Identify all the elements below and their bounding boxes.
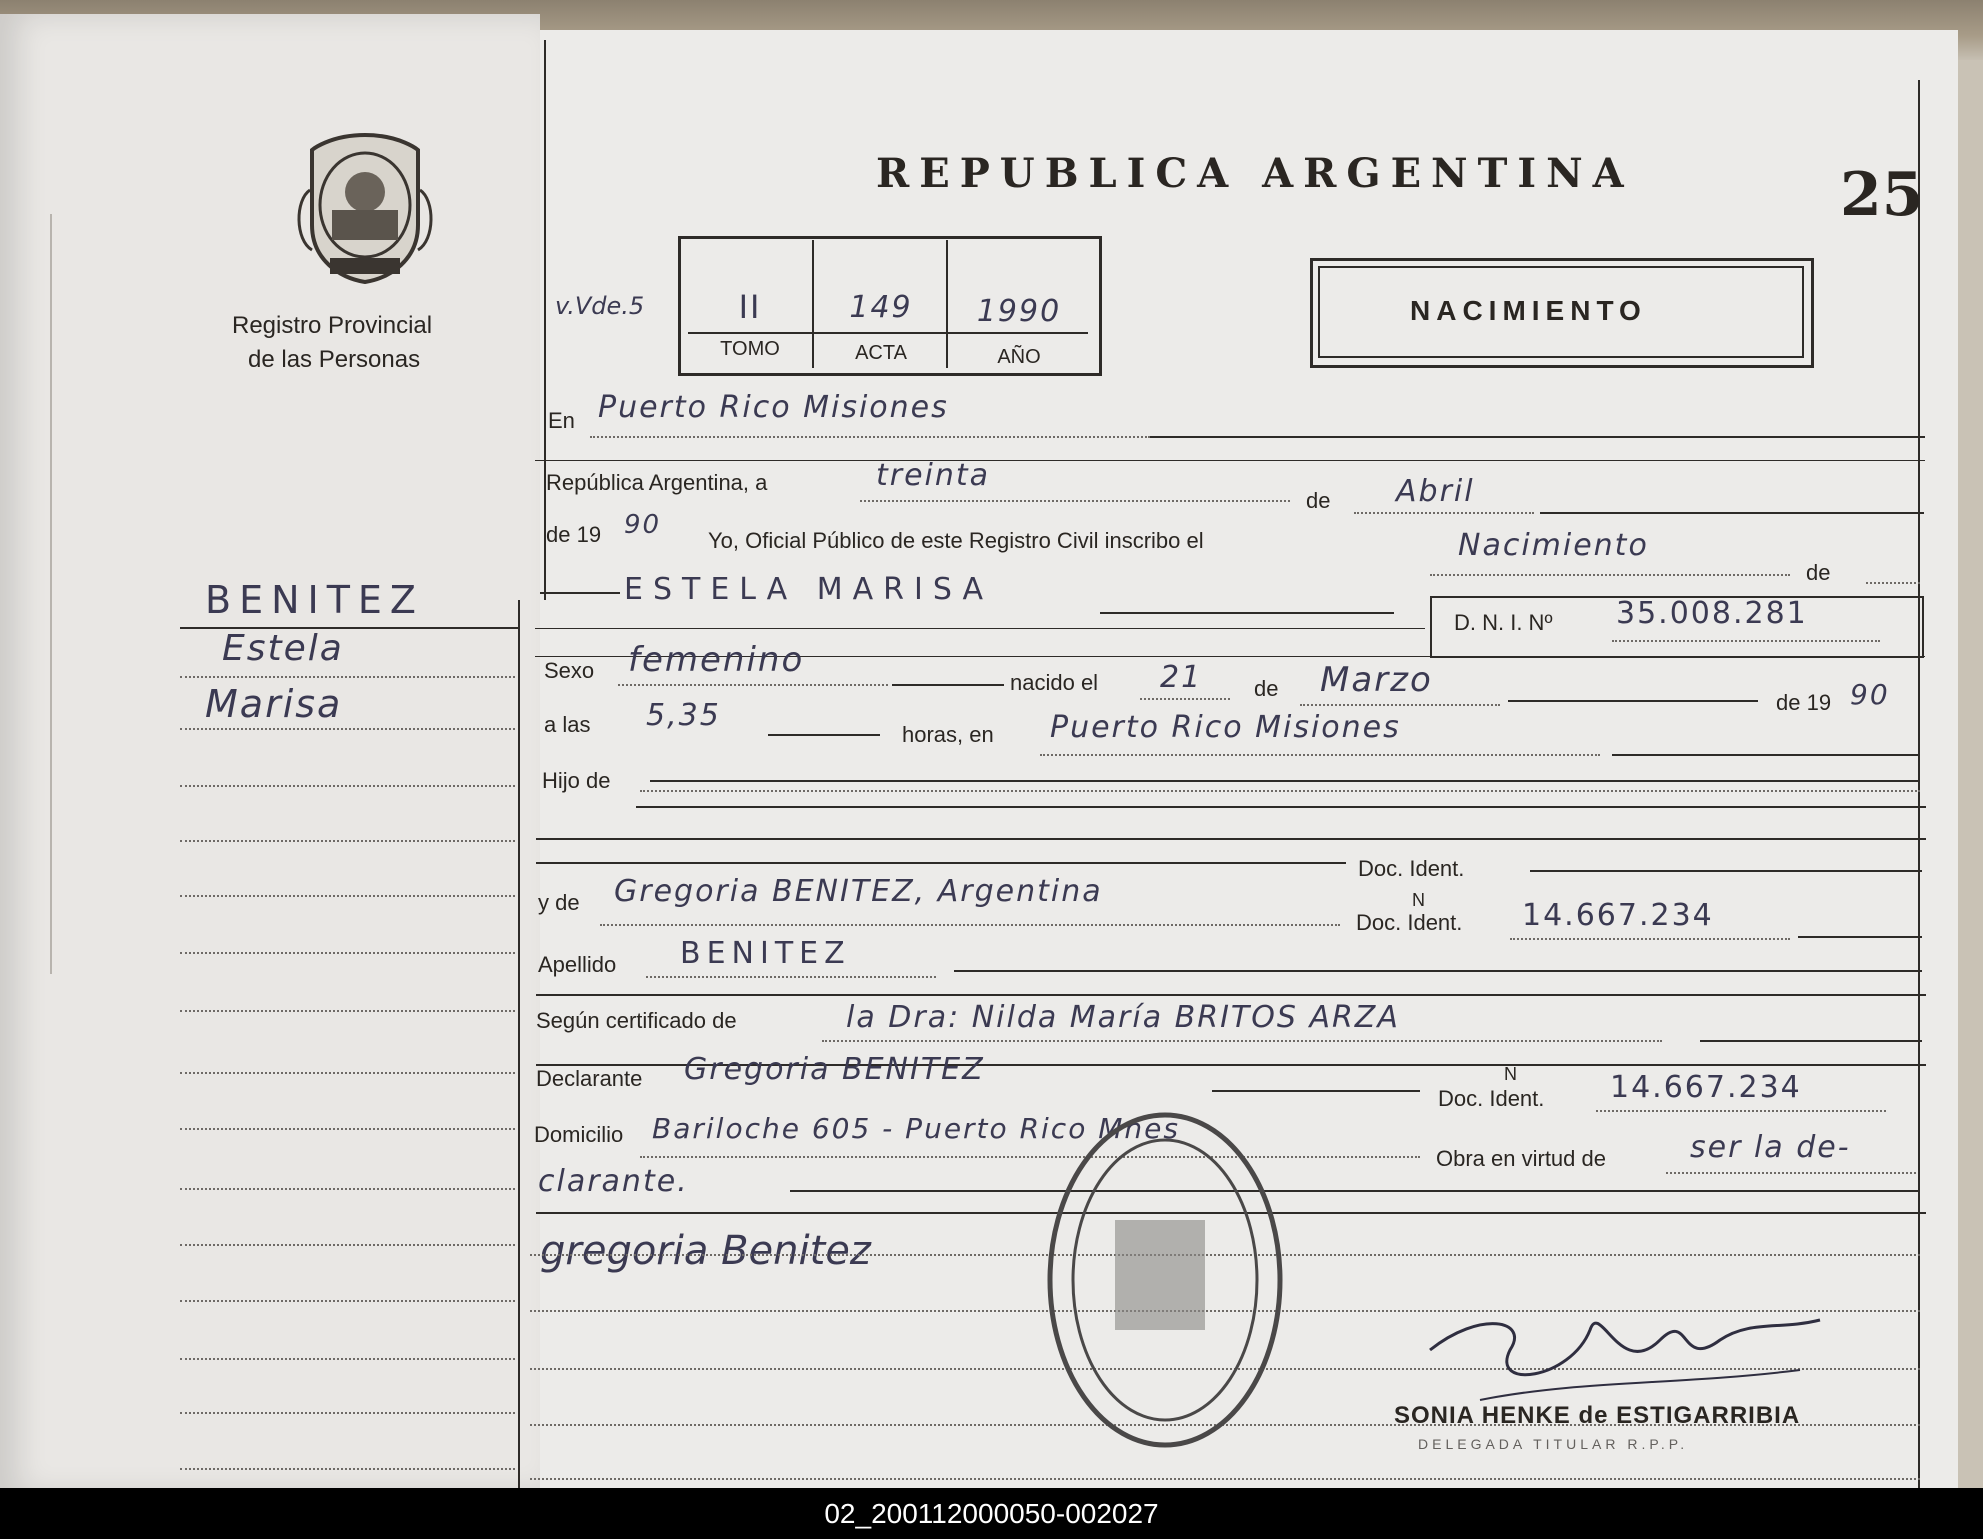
ano-label: AÑO [997, 346, 1041, 368]
declarante-rule [1212, 1090, 1420, 1092]
obra-cont-rule [790, 1190, 1920, 1192]
child-name: ESTELA MARISA [624, 572, 993, 607]
de-end-label: de [1806, 560, 1831, 585]
mother-doc-rule [1798, 936, 1922, 938]
day-dots [860, 500, 1290, 502]
doc-ident-label-2: Doc. Ident. [1356, 910, 1463, 935]
birth-month-rule [1508, 700, 1758, 702]
apellido-rule [954, 970, 1922, 972]
en-label: En [548, 408, 575, 433]
horas-label: horas, en [902, 722, 994, 747]
official-title: DELEGADA TITULAR R.P.P. [1418, 1436, 1689, 1452]
column-divider-top [544, 40, 546, 600]
inscribo-value: Nacimiento [1458, 528, 1649, 563]
en-rule [1150, 436, 1925, 438]
year-suffix: 90 [624, 510, 662, 540]
birth-place: Puerto Rico Misiones [1050, 710, 1401, 745]
hora-value: 5,35 [646, 698, 721, 733]
domicilio-value: Bariloche 605 - Puerto Rico Mnes [652, 1112, 1180, 1145]
country-title: REPUBLICA ARGENTINA [876, 150, 1634, 197]
de-label: de [1306, 488, 1331, 513]
registry-line2: de las Personas [248, 346, 421, 373]
segun-rule [1700, 1040, 1922, 1042]
official-name: SONIA HENKE de ESTIGARRIBIA [1394, 1402, 1801, 1429]
page-number: 25 [1840, 160, 1924, 230]
acta-value: 149 [849, 290, 913, 325]
registry-line1: Registro Provincial [232, 312, 433, 339]
dni-label: D. N. I. Nº [1454, 610, 1553, 635]
hijo-rule-1 [650, 780, 1920, 782]
doc-superscript: N [1412, 890, 1425, 910]
informant-signature: gregoria Benitez [540, 1228, 871, 1274]
hijo-dots [640, 790, 1920, 792]
name-rule-right [1100, 612, 1394, 614]
record-divider-2 [946, 240, 948, 368]
y-de-label: y de [538, 890, 580, 915]
image-id-footer: 02_200112000050-002027 [0, 1488, 1983, 1539]
segun-label: Según certificado de [536, 1008, 737, 1033]
mother-doc: 14.667.234 [1522, 898, 1714, 933]
row-rule-1 [535, 460, 1925, 461]
segun-value: la Dra: Nilda María BRITOS ARZA [846, 1000, 1400, 1035]
acta-label: ACTA [855, 342, 907, 364]
doc-ident-label: Doc. Ident. [1358, 856, 1465, 881]
day-value: treinta [876, 458, 991, 493]
de-label-2: de [1254, 676, 1279, 701]
hijo-label: Hijo de [542, 768, 611, 793]
hora-rule [768, 734, 880, 736]
year-prefix: de 19 [546, 522, 602, 547]
fold-line [50, 214, 52, 974]
month-value: Abril [1396, 474, 1475, 509]
republica-label: República Argentina, a [546, 470, 768, 495]
declarante-doc-dots [1596, 1110, 1886, 1112]
dni-dots [1612, 640, 1880, 642]
father-doc-rule [536, 862, 1346, 864]
apellido-label: Apellido [538, 952, 617, 977]
birth-month-dots [1300, 704, 1500, 706]
record-rule [688, 332, 1088, 334]
birth-day-dots [1140, 698, 1230, 700]
de-end-dots [1866, 582, 1920, 584]
nacido-label: nacido el [1010, 670, 1099, 695]
hijo-rule-3 [536, 838, 1926, 840]
obra-dots [1666, 1172, 1916, 1174]
declarante-doc: 14.667.234 [1610, 1070, 1802, 1105]
mother-value: Gregoria BENITEZ, Argentina [614, 874, 1103, 909]
yo-text: Yo, Oficial Público de este Registro Civil inscribo el [708, 528, 1204, 553]
birth-year-suffix: 90 [1850, 678, 1890, 711]
mother-doc-dots [1510, 938, 1790, 940]
apellido-dots [646, 976, 936, 978]
obra-label: Obra en virtud de [1436, 1146, 1606, 1171]
de19-label: de 19 [1776, 690, 1832, 715]
province-seal-icon [290, 130, 440, 285]
official-signature-icon [1420, 1290, 1840, 1410]
sexo-value: femenino [628, 640, 805, 680]
en-value: Puerto Rico Misiones [598, 390, 949, 425]
father-doc-rule-2 [1530, 870, 1922, 872]
column-divider-bottom [518, 600, 520, 1488]
apellido-rule-2 [536, 994, 1926, 996]
birth-day: 21 [1160, 660, 1203, 695]
hijo-rule-2 [636, 806, 1926, 808]
a-las-label: a las [544, 712, 591, 737]
month-rule [1540, 512, 1924, 514]
margin-name1: Estela [222, 628, 344, 669]
segun-dots [822, 1040, 1662, 1042]
sexo-dots [618, 684, 888, 686]
en-dots [590, 436, 1150, 438]
dni-value: 35.008.281 [1616, 596, 1808, 631]
inscribo-dots [1430, 574, 1790, 576]
obra-cont: clarante. [538, 1164, 689, 1199]
margin-note: v.Vde.5 [555, 292, 645, 320]
sexo-label: Sexo [544, 658, 595, 683]
domicilio-label: Domicilio [534, 1122, 624, 1147]
record-divider-1 [812, 240, 814, 368]
tomo-value: II [738, 288, 762, 326]
birth-place-dots [1040, 754, 1600, 756]
mother-dots [600, 924, 1340, 926]
tomo-label: TOMO [720, 338, 780, 360]
row-rule-2 [535, 628, 1425, 629]
left-page [0, 14, 540, 1488]
doc-superscript-2: N [1504, 1064, 1517, 1084]
ano-value: 1990 [976, 294, 1062, 329]
apellido-value: BENITEZ [680, 936, 851, 971]
margin-surname: BENITEZ [205, 578, 424, 622]
type-label: NACIMIENTO [1410, 295, 1647, 326]
obra-value: ser la de- [1690, 1130, 1851, 1165]
birth-month: Marzo [1320, 660, 1433, 700]
month-dots [1354, 512, 1534, 514]
birth-place-rule [1612, 754, 1920, 756]
official-stamp-icon [1030, 1100, 1300, 1460]
declarante-label: Declarante [536, 1066, 643, 1091]
margin-name2: Marisa [205, 682, 343, 726]
sexo-rule [892, 684, 1004, 686]
page-right-border [1918, 80, 1920, 1488]
doc-ident-label-3: Doc. Ident. [1438, 1086, 1545, 1111]
name-rule-left [540, 592, 620, 594]
declarante-value: Gregoria BENITEZ [684, 1052, 985, 1087]
